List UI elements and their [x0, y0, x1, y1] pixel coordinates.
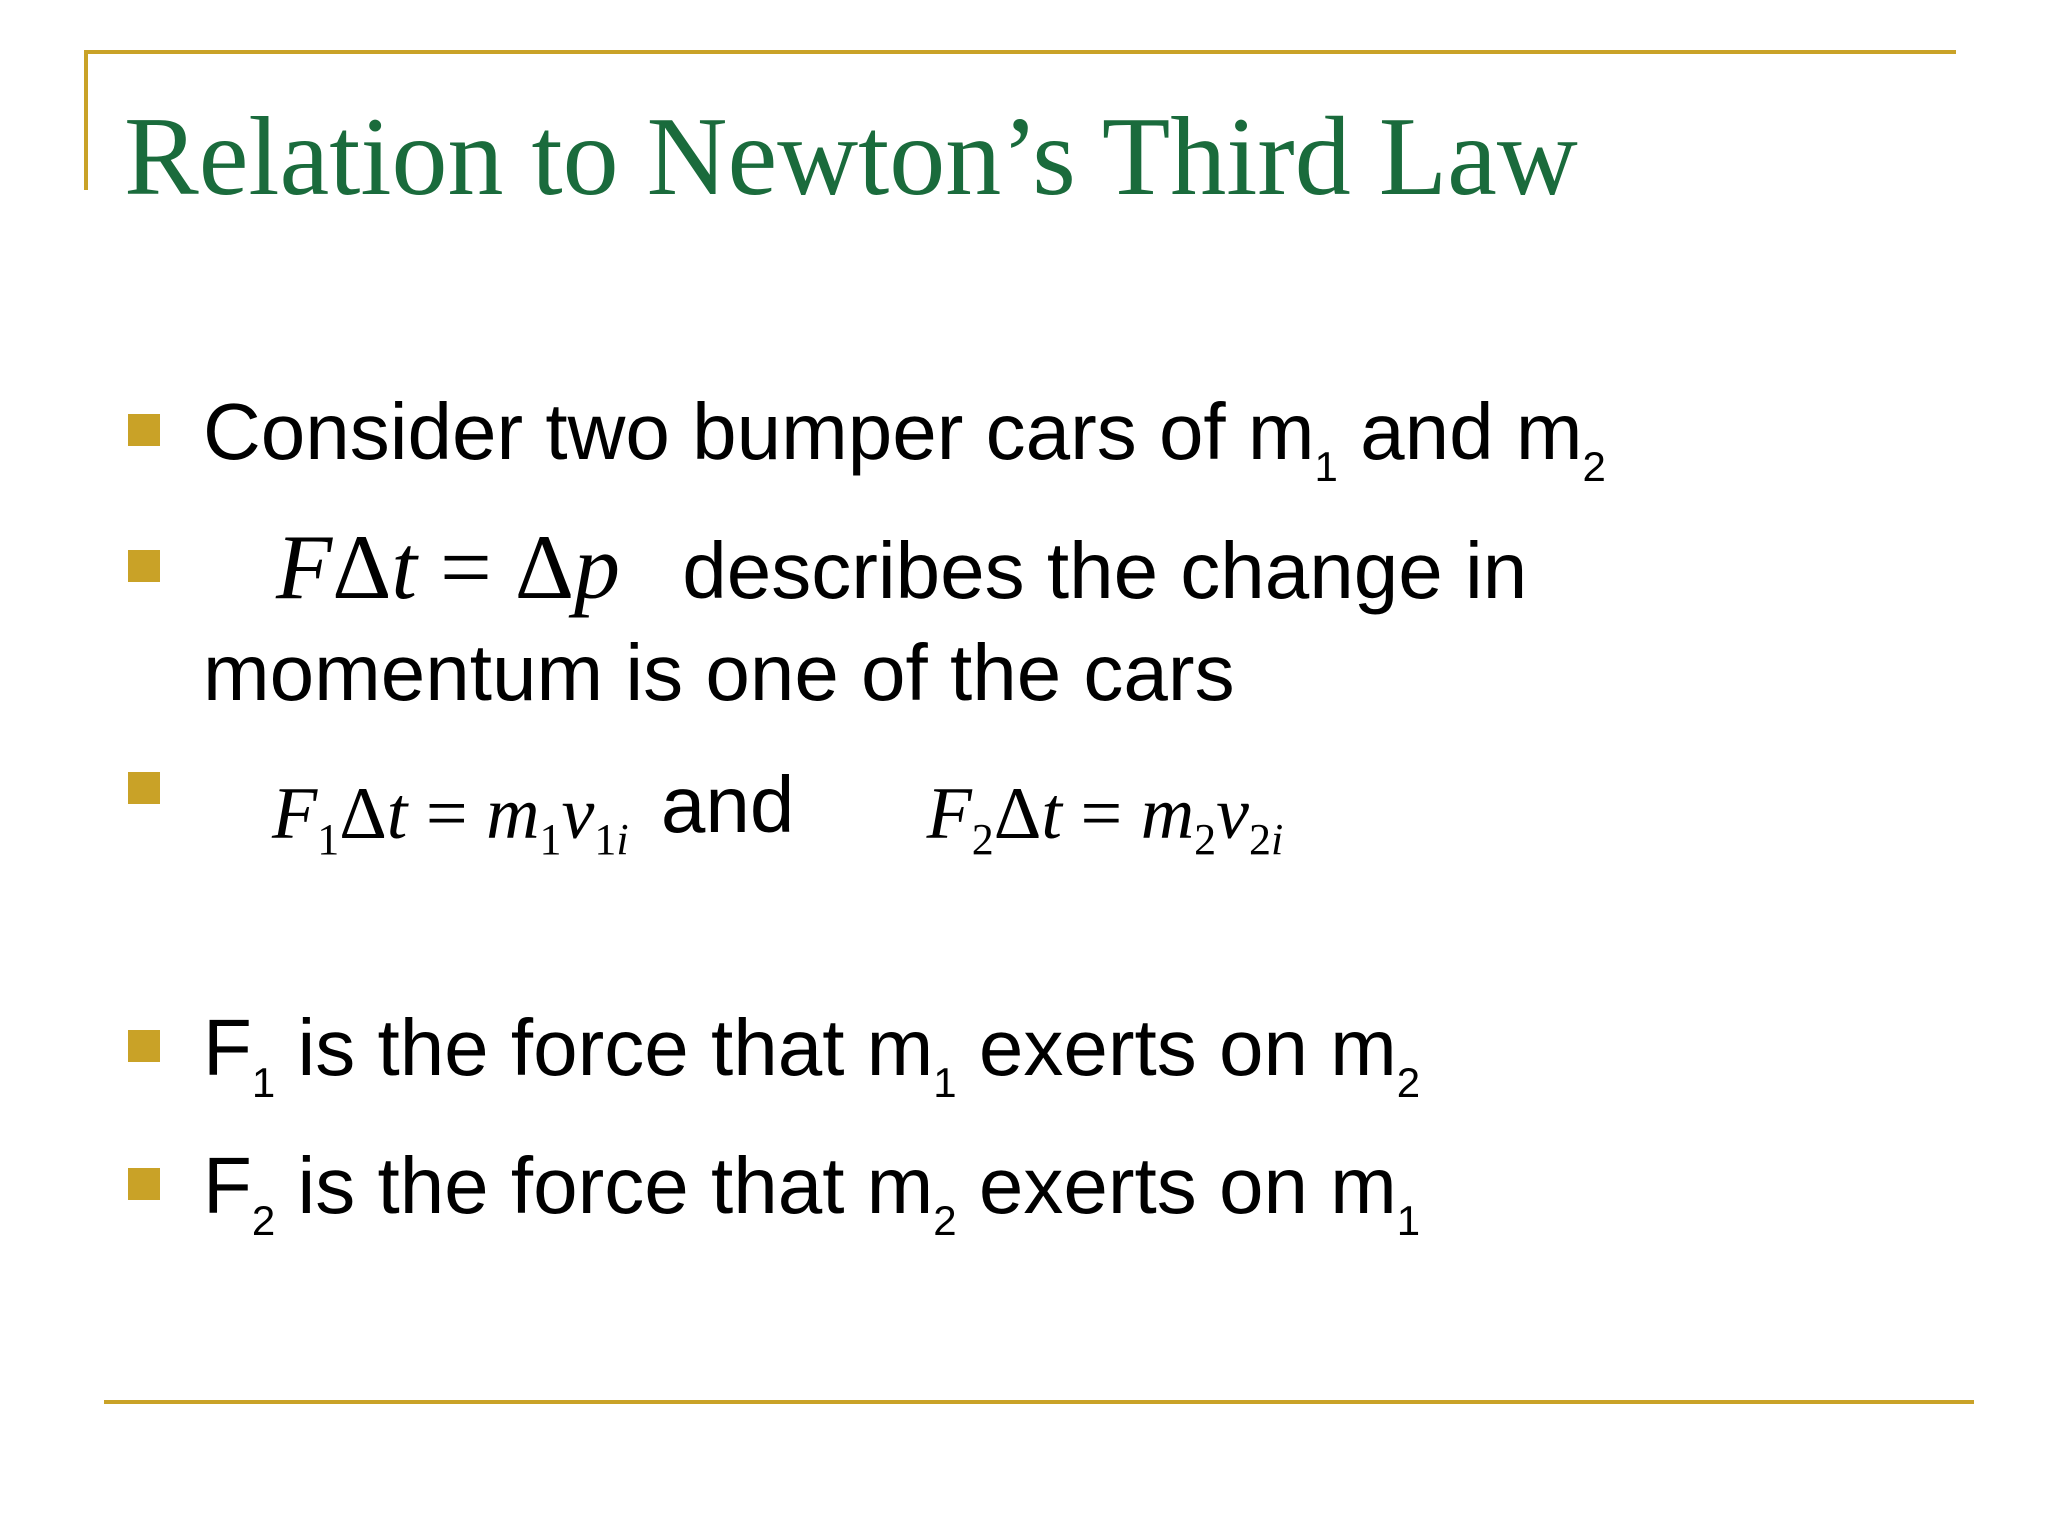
eq1-v-sub-num: 1 [594, 815, 617, 864]
bullet-2-line-2 [203, 618, 1235, 728]
eq1-t: t [386, 773, 408, 855]
eq2-F-sub: 2 [971, 815, 994, 864]
eq2-v-sub-num: 2 [1249, 815, 1271, 864]
eq1-v: v [561, 773, 595, 855]
subscript: 2 [933, 1197, 957, 1244]
bullet-3-line [272, 750, 1283, 869]
subscript: 2 [1582, 443, 1606, 490]
eq2-F: F [926, 773, 972, 855]
bullet-5-part-c: exerts on m [956, 1141, 1397, 1230]
bullet-2-text-a: describes the change in [682, 526, 1528, 615]
eq1-equals: = [407, 773, 487, 855]
bullet-square-icon [128, 414, 160, 446]
bullet-1-text [203, 377, 1606, 490]
eq1-delta: Δ [339, 773, 387, 855]
slide-title: Relation to Newton’s Third Law [124, 95, 1578, 219]
subscript: 1 [933, 1059, 957, 1106]
and-label: and [660, 760, 795, 849]
subscript: 2 [1396, 1059, 1421, 1106]
bullet-2-line-1 [276, 512, 1527, 626]
force-equation-2 [926, 773, 1284, 864]
bullet-4-part-b: is the force that m [275, 1003, 934, 1092]
eq1-m-sub: 1 [539, 815, 562, 864]
bullet-square-icon [128, 1168, 160, 1200]
subscript: 1 [251, 1059, 276, 1106]
eq1-F-sub: 1 [317, 815, 340, 864]
eq1-v-sub-i: i [616, 815, 629, 864]
bullet-2-text-b: momentum is one of the cars [203, 628, 1235, 717]
bullet-1-part-a: Consider two bumper cars of m [203, 387, 1315, 476]
momentum-equation [276, 516, 620, 618]
bullet-5-text [203, 1131, 1421, 1244]
eq-F: F [276, 516, 333, 618]
eq2-m: m [1140, 773, 1195, 855]
subscript: 1 [1314, 443, 1338, 490]
bullet-square-icon [128, 1030, 160, 1062]
bullet-square-icon [128, 772, 160, 804]
eq2-m-sub: 2 [1194, 815, 1217, 864]
eq2-delta: Δ [993, 773, 1042, 855]
bullet-4-part-a: F [203, 1003, 252, 1092]
subscript: 2 [251, 1197, 276, 1244]
eq2-v-sub-i: i [1271, 815, 1284, 864]
bullet-4-text [203, 993, 1421, 1106]
eq2-t: t [1041, 773, 1062, 855]
eq1-F: F [272, 773, 318, 855]
bullet-square-icon [128, 550, 160, 582]
subscript: 1 [1396, 1197, 1421, 1244]
eq2-equals: = [1061, 773, 1141, 855]
eq-p: p [574, 516, 620, 618]
eq2-v: v [1216, 773, 1249, 855]
bullet-5-part-b: is the force that m [275, 1141, 934, 1230]
bullet-5-part-a: F [203, 1141, 252, 1230]
frame-left-line [84, 50, 88, 190]
eq1-m: m [486, 773, 540, 855]
frame-bottom-line [104, 1400, 1974, 1404]
force-equation-1 [272, 773, 629, 864]
eq-delta: Δ [332, 516, 392, 618]
bullet-1-part-b: and m [1337, 387, 1583, 476]
eq-delta: Δ [514, 516, 574, 618]
bullet-4-part-c: exerts on m [956, 1003, 1397, 1092]
eq-equals: = [416, 516, 515, 618]
eq-t: t [391, 516, 417, 618]
frame-top-line [84, 50, 1956, 54]
